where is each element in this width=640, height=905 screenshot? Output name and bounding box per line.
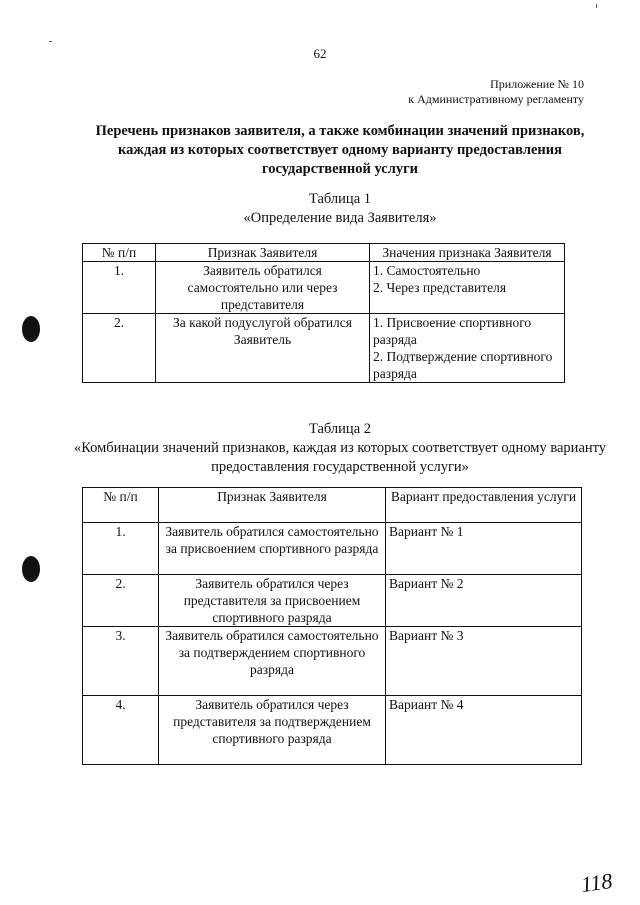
- row-number: 1.: [83, 262, 156, 314]
- table1-caption: [60, 190, 620, 228]
- header-attribute: Признак Заявителя: [156, 244, 370, 262]
- table-row: [83, 575, 582, 627]
- row-number: 1.: [83, 523, 159, 575]
- row-variant: Вариант № 2: [386, 575, 582, 627]
- punch-hole: [22, 556, 40, 582]
- row-number: 3.: [83, 627, 159, 696]
- annex-number: Приложение № 10: [490, 77, 584, 91]
- header-values: Значения признака Заявителя: [370, 244, 565, 262]
- handwritten-sheet-number: 118: [578, 867, 614, 898]
- header-attribute: Признак Заявителя: [159, 488, 386, 523]
- document-heading: Перечень признаков заявителя, а также комбинации значений признаков, каждая из которых соответствует одному варианту предоставления государственной услуги: [95, 123, 585, 177]
- row-attribute: Заявитель обратился самостоятельно или через представителя: [156, 262, 370, 314]
- annex-reference: [408, 77, 584, 107]
- table-header-row: [83, 488, 582, 523]
- header-number: № п/п: [83, 488, 159, 523]
- table2-caption: [60, 420, 620, 477]
- scan-speck: [49, 41, 52, 42]
- row-variant: Вариант № 3: [386, 627, 582, 696]
- row-attribute: Заявитель обратился через представителя за подтверждением спортивного разряда: [159, 696, 386, 765]
- table-row: [83, 523, 582, 575]
- table1-number: Таблица 1: [308, 191, 371, 207]
- header-variant: Вариант предоставления услуги: [386, 488, 582, 523]
- punch-hole: [22, 316, 40, 342]
- row-attribute: Заявитель обратился самостоятельно за присвоением спортивного разряда: [159, 523, 386, 575]
- applicant-type-table: [82, 243, 565, 383]
- header-number: № п/п: [83, 244, 156, 262]
- scan-speck: [596, 4, 597, 8]
- value-item: 2. Подтверждение спортивного разряда: [373, 349, 553, 381]
- service-variant-table: [82, 487, 582, 765]
- row-attribute: За какой подуслугой обратился Заявитель: [156, 314, 370, 383]
- table2-title: «Комбинации значений признаков, каждая из которых соответствует одному варианту предоставления государственной услуги»: [73, 440, 607, 475]
- row-number: 2.: [83, 314, 156, 383]
- row-values: [370, 314, 565, 383]
- row-attribute: Заявитель обратился через представителя за присвоением спортивного разряда: [159, 575, 386, 627]
- table-row: [83, 262, 565, 314]
- table2-number: Таблица 2: [308, 421, 371, 437]
- row-variant: Вариант № 4: [386, 696, 582, 765]
- value-item: 1. Присвоение спортивного разряда: [373, 315, 532, 347]
- table-row: [83, 696, 582, 765]
- page-number: 62: [313, 46, 327, 61]
- table1-title: «Определение вида Заявителя»: [243, 210, 437, 226]
- value-item: 1. Самостоятельно: [373, 263, 481, 278]
- row-number: 4.: [83, 696, 159, 765]
- row-values: [370, 262, 565, 314]
- value-item: 2. Через представителя: [373, 280, 507, 295]
- row-variant: Вариант № 1: [386, 523, 582, 575]
- annex-regulation: к Административному регламенту: [408, 92, 584, 106]
- row-number: 2.: [83, 575, 159, 627]
- table-row: [83, 314, 565, 383]
- table-row: [83, 627, 582, 696]
- row-attribute: Заявитель обратился самостоятельно за подтверждением спортивного разряда: [159, 627, 386, 696]
- table-header-row: [83, 244, 565, 262]
